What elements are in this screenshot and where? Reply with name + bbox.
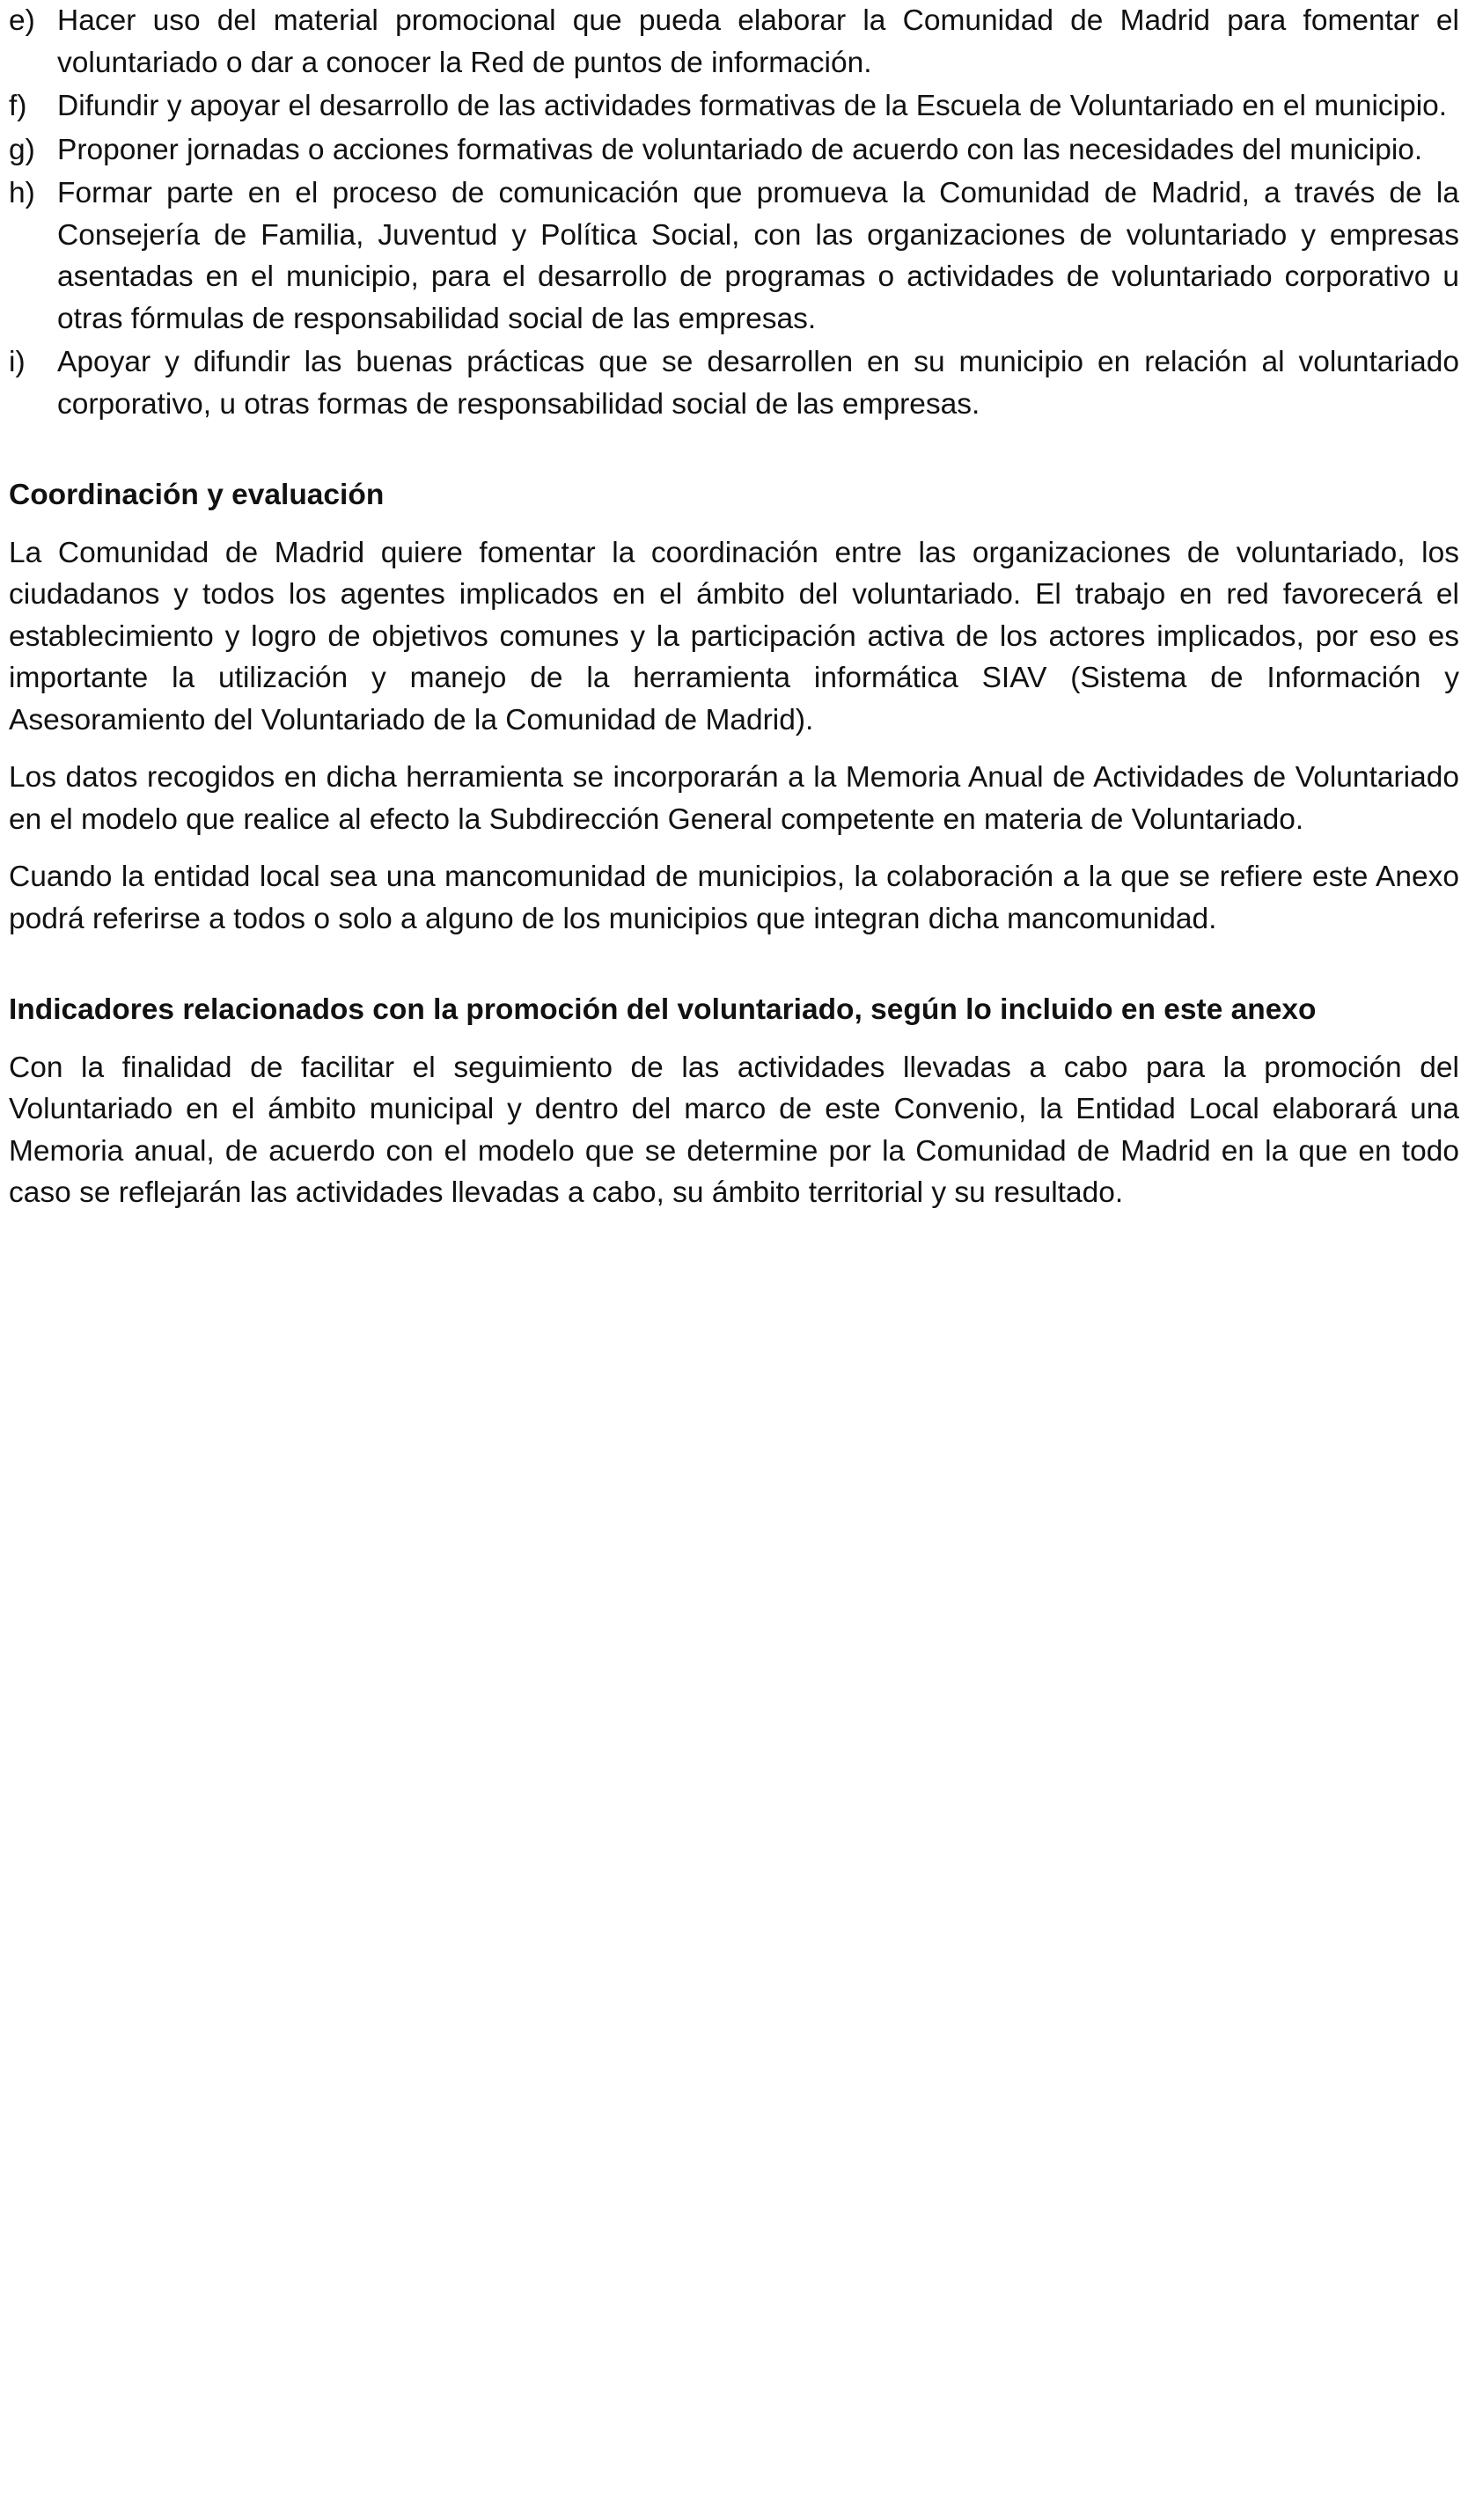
list-item-text: Difundir y apoyar el desarrollo de las actividades formativas de la Escuela de Voluntariado en el municipio. — [57, 90, 1448, 122]
paragraph: Con la finalidad de facilitar el seguimiento de las actividades llevadas a cabo para la promoción del Voluntariado en el ámbito municipal y dentro del marco de este Convenio, la Entidad Local elaborará una Memoria anual, de acuerdo con el modelo que se determine por la Comunidad de Madrid en la que en todo caso se reflejarán las actividades llevadas a cabo, su ámbito territorial y su resultado. — [9, 1051, 1459, 1209]
paragraph: Los datos recogidos en dicha herramienta se incorporarán a la Memoria Anual de Actividades de Voluntariado en el modelo que realice al efecto la Subdirección General competente en materia de Voluntariado. — [9, 761, 1459, 836]
section-heading-indicadores: Indicadores relacionados con la promoción del voluntariado, según lo incluido en este anexo — [9, 993, 1317, 1026]
section-heading-coordinacion: Coordinación y evaluación — [9, 479, 385, 511]
document-page — [9, 0, 1459, 1230]
list-item-text: Proponer jornadas o acciones formativas de voluntariado de acuerdo con las necesidades del municipio. — [57, 133, 1423, 166]
list-item-h — [9, 172, 1459, 340]
list-item-i — [9, 341, 1459, 425]
list-marker: h) — [9, 177, 35, 209]
list-item-g — [9, 129, 1459, 172]
list-marker: i) — [9, 346, 26, 378]
list-item-text: Hacer uso del material promocional que pueda elaborar la Comunidad de Madrid para fomentar el voluntariado o dar a conocer la Red de puntos de información. — [57, 4, 1459, 79]
list-marker: e) — [9, 4, 35, 37]
paragraph: Cuando la entidad local sea una mancomunidad de municipios, la colaboración a la que se refiere este Anexo podrá referirse a todos o solo a alguno de los municipios que integran dicha mancomunidad. — [9, 861, 1459, 935]
paragraph: La Comunidad de Madrid quiere fomentar la coordinación entre las organizaciones de voluntariado, los ciudadanos y todos los agentes implicados en el ámbito del voluntariado. El trabajo en red favorecerá el establecimiento y logro de objetivos comunes y la participación activa de los actores implicados, por eso es importante la utilización y manejo de la herramienta informática SIAV (Sistema de Información y Asesoramiento del Voluntariado de la Comunidad de Madrid). — [9, 536, 1459, 736]
list-item-text: Formar parte en el proceso de comunicación que promueva la Comunidad de Madrid, a través de la Consejería de Familia, Juventud y Política Social, con las organizaciones de voluntariado y empresas asentadas en el municipio, para el desarrollo de programas o actividades de voluntariado corporativo u otras fórmulas de responsabilidad social de las empresas. — [57, 177, 1459, 335]
list-marker: g) — [9, 133, 35, 166]
list-item-e — [9, 0, 1459, 84]
list-item-text: Apoyar y difundir las buenas prácticas que se desarrollen en su municipio en relación al voluntariado corporativo, u otras formas de responsabilidad social de las empresas. — [57, 346, 1459, 421]
list-item-f — [9, 85, 1459, 128]
list-marker: f) — [9, 90, 27, 122]
